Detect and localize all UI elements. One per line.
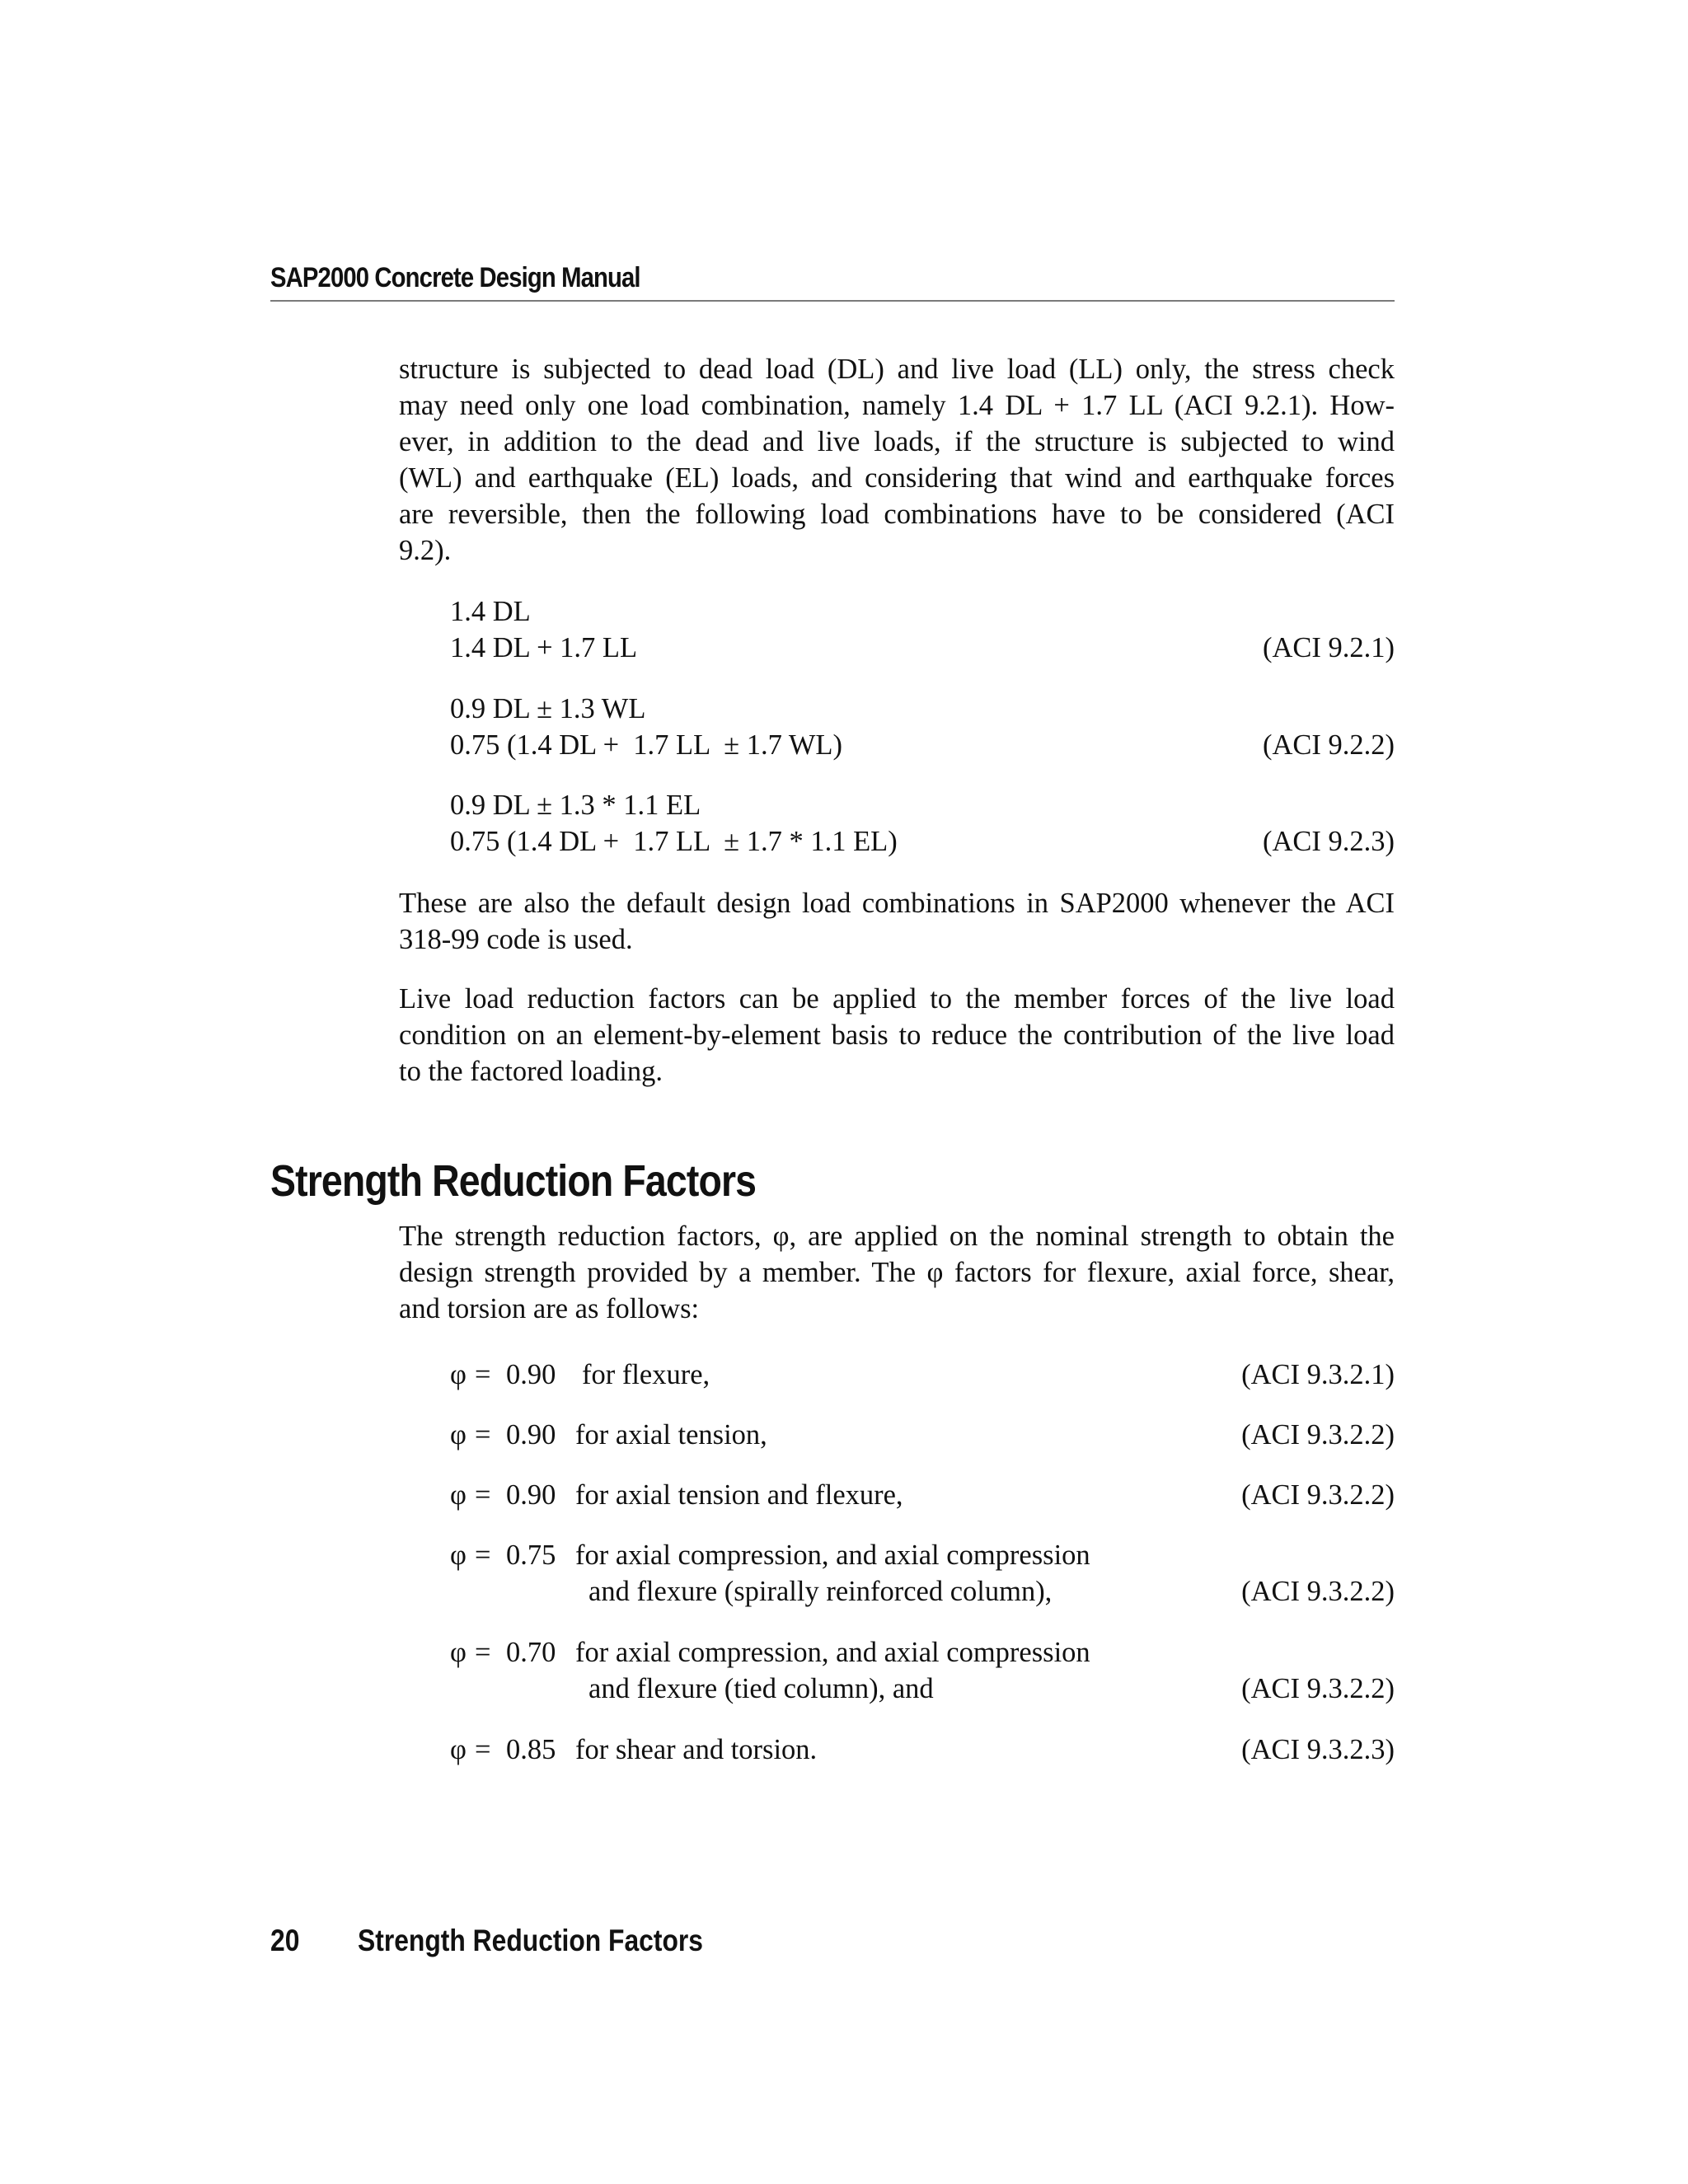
paragraph-line: 9.2).: [399, 535, 452, 566]
paragraph-line: are reversible, then the following load combinations have to be considered (ACI: [399, 499, 1395, 530]
load-combination: [450, 630, 1395, 666]
equals-sign: =: [475, 1637, 491, 1668]
load-combination: [450, 691, 1395, 727]
phi-description: for axial compression, and axial compression: [575, 1637, 1090, 1668]
paragraph-line: structure is subjected to dead load (DL) and live load (LL) only, the stress check: [399, 354, 1395, 385]
phi-value: 0.90: [506, 1359, 556, 1390]
phi-symbol: φ: [450, 1419, 467, 1451]
phi-symbol: φ: [450, 1479, 467, 1511]
paragraph-line: condition on an element-by-element basis to reduce the contribution of the live load: [399, 1019, 1395, 1051]
phi-reference-row: [450, 1671, 1395, 1707]
phi-description-continuation: and flexure (tied column), and: [588, 1673, 934, 1704]
paragraph-line: to the factored loading.: [399, 1056, 663, 1087]
paragraph-line: 318-99 code is used.: [399, 924, 633, 955]
equals-sign: =: [475, 1359, 491, 1390]
phi-symbol: φ: [450, 1359, 467, 1390]
combination-formula: 0.75 (1.4 DL + 1.7 LL ± 1.7 WL): [450, 729, 842, 761]
code-reference: (ACI 9.2.1): [1262, 632, 1395, 663]
equals-sign: =: [475, 1419, 491, 1451]
phi-factor-row: [450, 1357, 1395, 1393]
intro-paragraph: [399, 351, 1395, 569]
paragraph-line: and torsion are as follows:: [399, 1293, 700, 1324]
phi-symbol: φ: [450, 1637, 467, 1668]
phi-description: for flexure,: [582, 1359, 710, 1390]
combination-formula: 0.9 DL ± 1.3 * 1.1 EL: [450, 790, 701, 821]
code-reference: (ACI 9.3.2.2): [1241, 1673, 1395, 1704]
phi-factor-row: [450, 1537, 1395, 1573]
paragraph-line: (WL) and earthquake (EL) loads, and considering that wind and earthquake forces: [399, 462, 1395, 494]
code-reference: (ACI 9.2.2): [1262, 729, 1395, 761]
phi-symbol: φ: [450, 1540, 467, 1571]
page-number: 20: [270, 1924, 300, 1957]
load-combination: [450, 823, 1395, 860]
code-reference: (ACI 9.3.2.1): [1241, 1359, 1395, 1390]
load-combination: [450, 593, 1395, 630]
combination-formula: 1.4 DL + 1.7 LL: [450, 632, 638, 663]
paragraph-line: The strength reduction factors, φ, are applied on the nominal strength to obtain the: [399, 1221, 1395, 1252]
combination-formula: 1.4 DL: [450, 596, 531, 627]
running-header: [270, 262, 1395, 302]
manual-title: SAP2000 Concrete Design Manual: [270, 262, 640, 293]
live-load-paragraph: [399, 981, 1395, 1090]
phi-description: for axial tension,: [575, 1419, 767, 1451]
phi-value: 0.75: [506, 1540, 556, 1571]
combination-formula: 0.75 (1.4 DL + 1.7 LL ± 1.7 * 1.1 EL): [450, 826, 898, 857]
phi-value: 0.85: [506, 1734, 556, 1765]
phi-value: 0.70: [506, 1637, 556, 1668]
phi-description: for axial tension and flexure,: [575, 1479, 903, 1511]
paragraph-line: may need only one load combination, namely 1.4 DL + 1.7 LL (ACI 9.2.1). How-: [399, 390, 1395, 421]
phi-factor-row: [450, 1732, 1395, 1768]
paragraph-line: ever, in addition to the dead and live loads, if the structure is subjected to wind: [399, 426, 1395, 457]
default-combinations-paragraph: [399, 885, 1395, 958]
strength-paragraph: [399, 1218, 1395, 1327]
phi-symbol: φ: [450, 1734, 467, 1765]
code-reference: (ACI 9.3.2.2): [1241, 1576, 1395, 1607]
phi-factor-row: [450, 1634, 1395, 1671]
phi-value: 0.90: [506, 1479, 556, 1511]
phi-factor-row: [450, 1417, 1395, 1453]
equals-sign: =: [475, 1479, 491, 1511]
phi-reference-row: [450, 1573, 1395, 1610]
phi-value: 0.90: [506, 1419, 556, 1451]
section-heading: Strength Reduction Factors: [270, 1156, 757, 1206]
code-reference: (ACI 9.3.2.2): [1241, 1419, 1395, 1451]
equals-sign: =: [475, 1540, 491, 1571]
combination-formula: 0.9 DL ± 1.3 WL: [450, 693, 646, 724]
footer-section-title: Strength Reduction Factors: [358, 1924, 703, 1957]
phi-factor-row: [450, 1477, 1395, 1513]
code-reference: (ACI 9.3.2.2): [1241, 1479, 1395, 1511]
load-combination: [450, 787, 1395, 823]
paragraph-line: Live load reduction factors can be applied to the member forces of the live load: [399, 983, 1395, 1015]
equals-sign: =: [475, 1734, 491, 1765]
phi-description: for axial compression, and axial compression: [575, 1540, 1090, 1571]
code-reference: (ACI 9.2.3): [1262, 826, 1395, 857]
paragraph-line: design strength provided by a member. The φ factors for flexure, axial force, shear,: [399, 1257, 1395, 1288]
load-combination: [450, 727, 1395, 763]
phi-description-continuation: and flexure (spirally reinforced column),: [588, 1576, 1053, 1607]
paragraph-line: These are also the default design load combinations in SAP2000 whenever the ACI: [399, 888, 1395, 919]
code-reference: (ACI 9.3.2.3): [1241, 1734, 1395, 1765]
phi-description: for shear and torsion.: [575, 1734, 818, 1765]
